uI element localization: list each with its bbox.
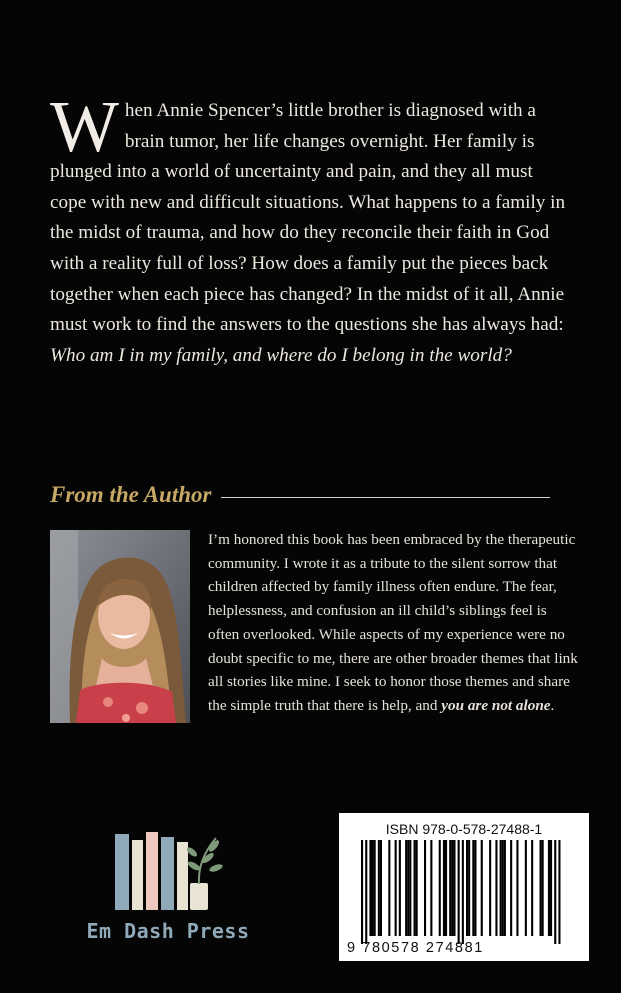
- barcode-bar: [449, 840, 451, 936]
- drop-cap: W: [50, 86, 119, 167]
- barcode-bar: [395, 840, 397, 936]
- barcode-bar: [531, 840, 533, 936]
- barcode-bar: [489, 840, 491, 936]
- barcode-bar: [540, 840, 542, 936]
- barcode-icon: [339, 813, 589, 961]
- barcode-bar: [495, 840, 497, 936]
- barcode-bar: [416, 840, 418, 936]
- author-section-title: From the Author: [50, 482, 212, 507]
- barcode-bar: [451, 840, 453, 936]
- section-divider: [221, 497, 550, 498]
- barcode-bar: [516, 840, 518, 936]
- author-photo: [50, 530, 190, 723]
- barcode-bar: [407, 840, 409, 936]
- barcode-bar: [550, 840, 552, 936]
- barcode-bar: [361, 840, 363, 944]
- barcode-bar: [374, 840, 376, 936]
- barcode-bar: [378, 840, 380, 936]
- barcode-bar: [558, 840, 560, 944]
- barcode-bar: [504, 840, 506, 936]
- isbn-barcode-box: [339, 813, 589, 961]
- isbn-label: ISBN 978-0-578-27488-1: [385, 821, 543, 837]
- book-blurb: [50, 86, 570, 371]
- barcode-bar: [372, 840, 374, 936]
- barcode-bar: [458, 840, 460, 944]
- barcode-bar: [554, 840, 556, 944]
- barcode-bar: [369, 840, 371, 936]
- barcode-bar: [424, 840, 426, 936]
- barcode-bar: [453, 840, 455, 936]
- author-portrait-icon: [50, 530, 190, 723]
- blurb-question: Who am I in my family, and where do I belong in the world?: [50, 344, 512, 366]
- barcode-bar: [474, 840, 476, 936]
- author-statement-text: I’m honored this book has been embraced by the therapeutic community. I wrote it as a tribute to the silent sorrow that children affected by family illness often endure. The fear, helplessness, and confusion an ill child’s siblings feel is often overlooked. While aspects of my experience were no doubt specific to me, there are other broader themes that link all stories like mine. I seek to honor those themes and share the simple truth that there is help, and: [208, 531, 578, 714]
- barcode-bar: [510, 840, 512, 936]
- barcode-bar: [409, 840, 411, 936]
- barcode-bar: [443, 840, 445, 936]
- barcode-bar: [405, 840, 407, 936]
- author-statement: [208, 528, 580, 718]
- barcode-bar: [380, 840, 382, 936]
- isbn-digits: 9 780578 274881: [347, 940, 484, 956]
- barcode-bar: [462, 840, 464, 944]
- barcode-bar: [439, 840, 441, 936]
- barcode-bar: [502, 840, 504, 936]
- books-and-plant-icon: [80, 828, 256, 920]
- barcode-bar: [399, 840, 401, 936]
- author-statement-end: .: [550, 696, 555, 714]
- author-statement-emphasis: you are not alone: [441, 696, 551, 714]
- barcode-bar: [468, 840, 470, 936]
- barcode-bar: [388, 840, 390, 936]
- barcode-bar: [481, 840, 483, 936]
- blurb-text: hen Annie Spencer’s little brother is diagnosed with a brain tumor, her life changes overnight. Her family is plunged into a world of uncertainty and pain, and they all must cope with new and difficult situations. What happens to a family in the midst of trauma, and how do they reconcile their faith in God with a reality full of loss? How does a family put the pieces back together when each piece has changed? In the midst of it all, Annie must work to find the answers to the questions she has always had:: [50, 100, 566, 336]
- barcode-bar: [548, 840, 550, 936]
- barcode-bar: [445, 840, 447, 936]
- author-section-header: [50, 478, 550, 512]
- barcode-bar: [472, 840, 474, 936]
- publisher-logo: [80, 828, 256, 950]
- barcode-bar: [525, 840, 527, 936]
- barcode-bar: [430, 840, 432, 936]
- publisher-name: Em Dash Press: [86, 919, 250, 943]
- barcode-bar: [365, 840, 367, 944]
- barcode-bar: [542, 840, 544, 936]
- barcode-bar: [466, 840, 468, 936]
- barcode-bar: [500, 840, 502, 936]
- barcode-bar: [414, 840, 416, 936]
